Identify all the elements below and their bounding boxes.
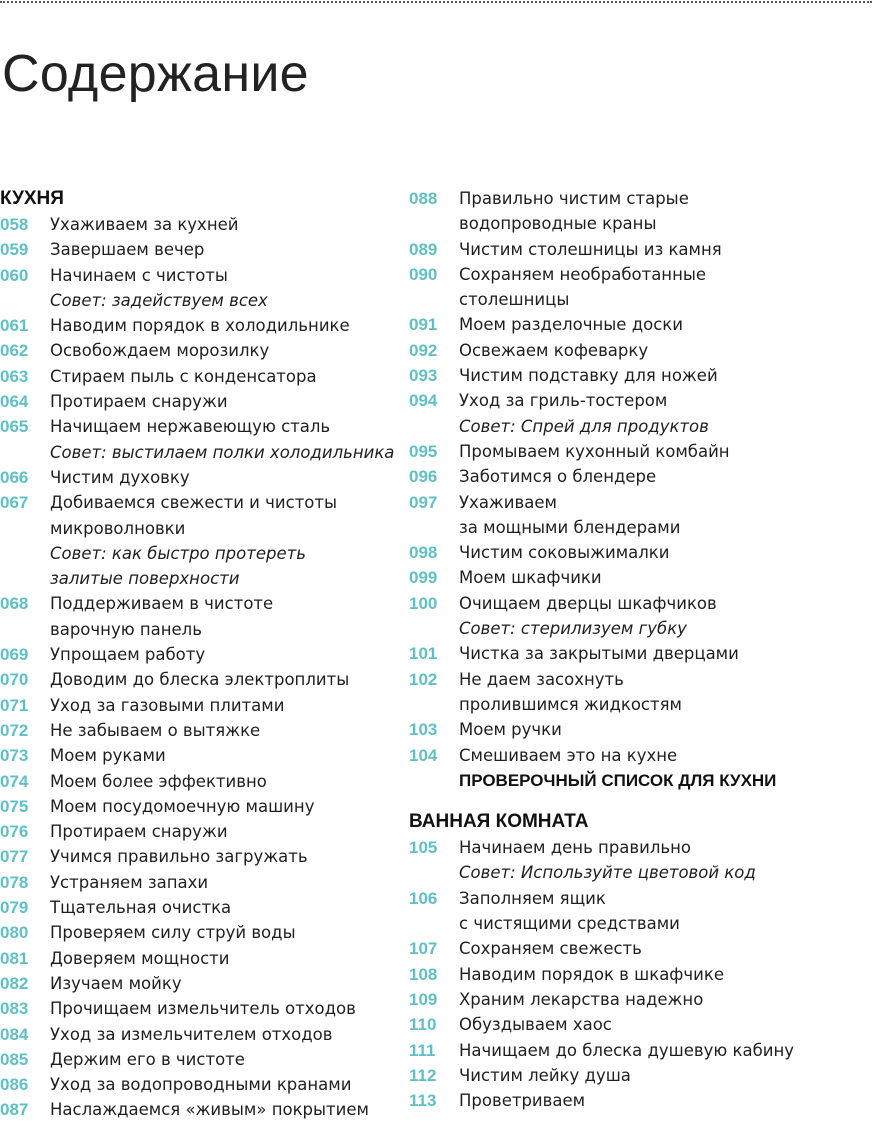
toc-line — [0, 743, 395, 768]
entry-title: Начищаем нержавеющую сталь — [50, 417, 331, 437]
entry-title: Моем более эффективно — [50, 771, 267, 791]
toc-entry[interactable] — [0, 263, 395, 314]
toc-entry[interactable] — [409, 987, 869, 1012]
toc-entry[interactable] — [0, 490, 395, 591]
toc-entry[interactable] — [409, 886, 869, 937]
entry-title: Тщательная очистка — [50, 898, 232, 918]
section-heading-kitchen: КУХНЯ — [0, 188, 64, 209]
entry-title: Правильно чистим старые — [459, 189, 689, 208]
toc-line — [0, 1072, 395, 1097]
toc-entries-left — [0, 212, 395, 1123]
toc-entry[interactable] — [409, 962, 869, 987]
page-number: 090 — [409, 264, 438, 284]
page-number: 072 — [0, 720, 29, 740]
toc-line — [0, 465, 395, 490]
page-number: 063 — [0, 366, 29, 386]
tip-line — [409, 616, 869, 641]
toc-entry[interactable] — [409, 1088, 869, 1113]
entry-title: Учимся правильно загружать — [50, 847, 308, 867]
toc-entry[interactable] — [0, 971, 395, 996]
page-number: 107 — [409, 939, 438, 959]
entry-title: Не даем засохнуть — [459, 669, 624, 689]
toc-entry[interactable] — [409, 388, 869, 439]
entry-title: Не забываем о вытяжке — [50, 720, 261, 740]
toc-entry[interactable] — [409, 743, 869, 768]
entry-title: Чистим лейку душа — [459, 1065, 631, 1085]
toc-entry[interactable] — [0, 844, 395, 869]
page-number: 108 — [409, 964, 438, 984]
toc-entry[interactable] — [0, 743, 395, 768]
entry-title: Протираем снаружи — [50, 822, 228, 842]
toc-line — [0, 844, 395, 869]
entry-title: Стираем пыль с конденсатора — [50, 366, 317, 386]
entry-title: Моем разделочные доски — [459, 315, 683, 335]
toc-line — [409, 717, 869, 742]
toc-line — [0, 1022, 395, 1047]
toc-line — [0, 996, 395, 1021]
entry-title: пролившимся жидкостям — [459, 694, 682, 714]
page-number: 095 — [409, 441, 438, 461]
page-number: 093 — [409, 366, 438, 386]
entry-title: Ухаживаем — [459, 492, 557, 512]
toc-entry[interactable] — [409, 1038, 869, 1063]
toc-line — [0, 263, 395, 288]
toc-line — [409, 515, 869, 540]
page-number: 097 — [409, 492, 438, 512]
toc-entry[interactable] — [0, 1022, 395, 1047]
toc-entry[interactable] — [0, 870, 395, 895]
toc-line — [0, 794, 395, 819]
tip-text: залитые поверхности — [50, 569, 240, 589]
entry-title: Поддерживаем в чистоте — [50, 594, 274, 614]
page-number: 062 — [0, 341, 29, 361]
entry-title: Моем ручки — [459, 720, 562, 740]
tip-line — [0, 566, 395, 591]
entry-title: за мощными блендерами — [459, 517, 681, 537]
page-number: 069 — [0, 645, 29, 665]
toc-line — [0, 895, 395, 920]
toc-line — [409, 565, 869, 590]
entry-title: Чистим подставку для ножей — [459, 366, 718, 386]
toc-entry[interactable] — [409, 363, 869, 388]
page-number: 113 — [409, 1091, 437, 1111]
page-number: 091 — [409, 315, 438, 335]
toc-entry[interactable] — [0, 465, 395, 490]
toc-entry[interactable] — [409, 312, 869, 337]
toc-entry[interactable] — [0, 414, 395, 465]
section-heading-bathroom: ВАННАЯ КОМНАТА — [409, 811, 589, 833]
entry-title: Обуздываем хаос — [459, 1015, 612, 1035]
toc-line — [409, 886, 869, 911]
toc-line — [0, 1097, 395, 1122]
tip-line — [0, 288, 395, 313]
page-number: 106 — [409, 888, 438, 908]
entry-title: Доводим до блеска электроплиты — [50, 670, 350, 690]
toc-entry[interactable] — [0, 1097, 395, 1122]
page-number: 104 — [409, 745, 438, 765]
page-number: 096 — [409, 467, 438, 487]
toc-line — [0, 870, 395, 895]
entry-title: Чистим соковыжималки — [459, 543, 670, 563]
entry-title: Уход за газовыми плитами — [50, 695, 285, 715]
entry-title: Чистим столешницы из камня — [459, 239, 722, 259]
toc-entry[interactable] — [0, 667, 395, 692]
entry-title: Заполняем ящик — [459, 888, 606, 908]
page-number: 075 — [0, 796, 29, 816]
page-number: 086 — [0, 1075, 29, 1095]
entry-title: Начинаем день правильно — [459, 838, 692, 858]
page-number: 098 — [409, 543, 438, 563]
tip-line — [409, 860, 869, 885]
toc-entries-bathroom — [409, 835, 869, 1113]
toc-entry[interactable] — [0, 693, 395, 718]
entry-title: Уход за измельчителем отходов — [50, 1024, 333, 1044]
entry-title: Смешиваем это на кухне — [459, 745, 678, 765]
toc-column-left — [0, 186, 395, 1123]
tip-text: Совет: выстилаем полки холодильника — [50, 442, 395, 462]
page-number: 085 — [0, 1049, 29, 1069]
entry-title: Освобождаем морозилку — [50, 341, 270, 361]
entry-title: Чистим духовку — [50, 467, 190, 487]
toc-line — [0, 1047, 395, 1072]
toc-entry[interactable] — [0, 389, 395, 414]
entry-title: с чистящими средствами — [459, 914, 680, 934]
toc-line — [409, 911, 869, 936]
page-number: 103 — [409, 720, 438, 740]
page-number: 080 — [0, 923, 29, 943]
page-number: 084 — [0, 1024, 29, 1044]
page-number: 059 — [0, 240, 29, 260]
page-number: 102 — [409, 669, 438, 689]
toc-line — [0, 364, 395, 389]
toc-line — [409, 464, 869, 489]
toc-entry[interactable] — [0, 237, 395, 262]
page-number: 061 — [0, 316, 29, 336]
toc-line — [409, 388, 869, 413]
page-number: 100 — [409, 593, 438, 613]
toc-line — [0, 313, 395, 338]
toc-entry[interactable] — [409, 338, 869, 363]
toc-entry[interactable] — [0, 718, 395, 743]
toc-line — [409, 262, 869, 287]
toc-line — [409, 962, 869, 987]
toc-entry[interactable] — [0, 920, 395, 945]
toc-line — [409, 312, 869, 337]
toc-entry[interactable] — [0, 996, 395, 1021]
toc-line — [409, 835, 869, 860]
entry-title: Храним лекарства надежно — [459, 989, 704, 1009]
toc-entry[interactable] — [0, 946, 395, 971]
toc-entry[interactable] — [409, 936, 869, 961]
toc-line — [0, 642, 395, 667]
page-number: 111 — [409, 1040, 436, 1060]
toc-line — [0, 237, 395, 262]
toc-line — [409, 1012, 869, 1037]
entry-title: Начинаем с чистоты — [50, 265, 228, 285]
tip-text: Совет: задействуем всех — [50, 290, 268, 310]
entry-title: Сохраняем необработанные — [459, 264, 707, 284]
entry-title: Устраняем запахи — [50, 872, 209, 892]
toc-line — [409, 237, 869, 262]
entry-title: микроволновки — [50, 518, 186, 538]
toc-entry[interactable] — [0, 642, 395, 667]
toc-entry[interactable] — [409, 591, 869, 642]
entry-title: Заботимся о блендере — [459, 467, 657, 487]
entry-title: Начищаем до блеска душевую кабину — [459, 1040, 795, 1060]
tip-line — [0, 541, 395, 566]
page-number: 099 — [409, 568, 438, 588]
entry-title: Освежаем кофеварку — [459, 340, 649, 360]
page-number: 089 — [409, 239, 438, 259]
toc-line — [0, 389, 395, 414]
tip-text: Совет: Используйте цветовой код — [459, 863, 756, 883]
page-title: Содержание — [2, 45, 309, 103]
toc-line — [409, 1038, 869, 1063]
entry-title: Завершаем вечер — [50, 240, 205, 260]
toc-entry[interactable] — [0, 313, 395, 338]
tip-text: Совет: Спрей для продуктов — [459, 416, 709, 436]
toc-line — [0, 693, 395, 718]
tip-text: Совет: стерилизуем губку — [459, 619, 687, 639]
page-number: 068 — [0, 594, 29, 614]
toc-entry[interactable] — [409, 667, 869, 718]
toc-line — [0, 667, 395, 692]
toc-line — [409, 692, 869, 717]
page-number: 087 — [0, 1100, 29, 1120]
toc-line — [409, 363, 869, 388]
toc-entry[interactable] — [409, 641, 869, 666]
page-number: 083 — [0, 999, 29, 1019]
entry-title: Моем посудомоечную машину — [50, 796, 315, 816]
toc-line — [0, 212, 395, 237]
entry-title: Моем руками — [50, 746, 166, 766]
entry-title: Промываем кухонный комбайн — [459, 441, 730, 461]
toc-line — [0, 718, 395, 743]
entry-title: столешницы — [459, 290, 570, 310]
entry-title: Ухаживаем за кухней — [50, 215, 239, 234]
toc-column-right — [409, 186, 869, 1113]
toc-entry[interactable] — [0, 794, 395, 819]
toc-line — [0, 414, 395, 439]
toc-entry[interactable] — [0, 1072, 395, 1097]
toc-line — [409, 936, 869, 961]
page-number: 112 — [409, 1065, 437, 1085]
toc-entry[interactable] — [0, 895, 395, 920]
checklist-title: ПРОВЕРОЧНЫЙ СПИСОК ДЛЯ КУХНИ — [459, 770, 777, 790]
toc-line — [0, 591, 395, 616]
entry-title: Упрощаем работу — [50, 645, 206, 665]
page-number: 067 — [0, 493, 29, 513]
toc-line — [409, 667, 869, 692]
toc-entry[interactable] — [409, 237, 869, 262]
toc-line — [0, 490, 395, 515]
entry-title: Сохраняем свежесть — [459, 939, 642, 959]
toc-line — [0, 338, 395, 363]
toc-line — [0, 971, 395, 996]
page-number: 101 — [409, 644, 438, 664]
toc-line — [0, 516, 395, 541]
entry-title: Наслаждаемся «живым» покрытием — [50, 1100, 369, 1120]
entry-title: Наводим порядок в холодильнике — [50, 316, 350, 336]
toc-entry[interactable] — [409, 565, 869, 590]
toc-entry[interactable] — [0, 364, 395, 389]
toc-line — [0, 617, 395, 642]
page-number: 077 — [0, 847, 29, 867]
page-number: 064 — [0, 392, 29, 412]
page-number: 105 — [409, 838, 438, 858]
toc-entry[interactable] — [409, 717, 869, 742]
toc-line — [409, 186, 869, 211]
entry-title: Прочищаем измельчитель отходов — [50, 999, 356, 1019]
toc-line — [409, 540, 869, 565]
toc-line — [409, 490, 869, 515]
entry-title: Моем шкафчики — [459, 568, 602, 588]
toc-line — [0, 819, 395, 844]
toc-line — [0, 769, 395, 794]
entry-title: Уход за водопроводными кранами — [50, 1075, 352, 1095]
entry-title: водопроводные краны — [459, 214, 657, 234]
toc-entry[interactable] — [409, 439, 869, 464]
entry-title: Проверяем силу струй воды — [50, 923, 296, 943]
page-number: 073 — [0, 746, 29, 766]
toc-line — [409, 338, 869, 363]
checklist-line[interactable] — [409, 768, 869, 793]
page-number: 065 — [0, 417, 29, 437]
toc-entry[interactable] — [409, 262, 869, 313]
entry-title: Держим его в чистоте — [50, 1049, 245, 1069]
toc-line — [409, 211, 869, 236]
page-number: 076 — [0, 822, 29, 842]
entry-title: варочную панель — [50, 619, 202, 639]
toc-line — [409, 439, 869, 464]
page-number: 074 — [0, 771, 29, 791]
entry-title: Чистка за закрытыми дверцами — [459, 644, 739, 664]
page-number: 092 — [409, 340, 438, 360]
toc-entry[interactable] — [0, 591, 395, 642]
page-number: 060 — [0, 265, 29, 285]
tip-text: Совет: как быстро протереть — [50, 543, 306, 563]
page-number: 081 — [0, 948, 29, 968]
toc-entry[interactable] — [0, 212, 395, 237]
page-number: 058 — [0, 215, 29, 234]
toc-entry[interactable] — [409, 835, 869, 886]
entry-title: Очищаем дверцы шкафчиков — [459, 593, 717, 613]
toc-entries-right — [409, 186, 869, 768]
page-number: 109 — [409, 989, 438, 1009]
toc-entry[interactable] — [0, 1047, 395, 1072]
entry-title: Проветриваем — [459, 1091, 586, 1111]
page-number: 110 — [409, 1015, 437, 1035]
page-number: 070 — [0, 670, 29, 690]
toc-entry[interactable] — [0, 819, 395, 844]
page-number: 071 — [0, 695, 29, 715]
entry-title: Добиваемся свежести и чистоты — [50, 493, 338, 513]
toc-line — [409, 641, 869, 666]
page-number: 066 — [0, 467, 29, 487]
tip-line — [0, 440, 395, 465]
toc-entry[interactable] — [409, 1012, 869, 1037]
toc-entry[interactable] — [409, 490, 869, 541]
top-dotted-rule — [0, 1, 872, 3]
page-number: 079 — [0, 898, 29, 918]
entry-title: Доверяем мощности — [50, 948, 230, 968]
toc-line — [409, 1063, 869, 1088]
entry-title: Уход за гриль-тостером — [459, 391, 668, 411]
entry-title: Наводим порядок в шкафчике — [459, 964, 724, 984]
toc-entry[interactable] — [409, 540, 869, 565]
toc-line — [409, 591, 869, 616]
toc-line — [409, 743, 869, 768]
toc-entry[interactable] — [0, 769, 395, 794]
toc-entry[interactable] — [409, 464, 869, 489]
page-number: 088 — [409, 189, 438, 208]
page-number: 078 — [0, 872, 29, 892]
toc-line — [409, 287, 869, 312]
page-number: 082 — [0, 973, 29, 993]
toc-line — [0, 946, 395, 971]
page-number: 094 — [409, 391, 438, 411]
toc-entry[interactable] — [409, 186, 869, 237]
tip-line — [409, 414, 869, 439]
toc-entry[interactable] — [0, 338, 395, 363]
toc-line — [409, 987, 869, 1012]
entry-title: Протираем снаружи — [50, 392, 228, 412]
toc-line — [409, 1088, 869, 1113]
entry-title: Изучаем мойку — [50, 973, 182, 993]
toc-line — [0, 920, 395, 945]
toc-entry[interactable] — [409, 1063, 869, 1088]
